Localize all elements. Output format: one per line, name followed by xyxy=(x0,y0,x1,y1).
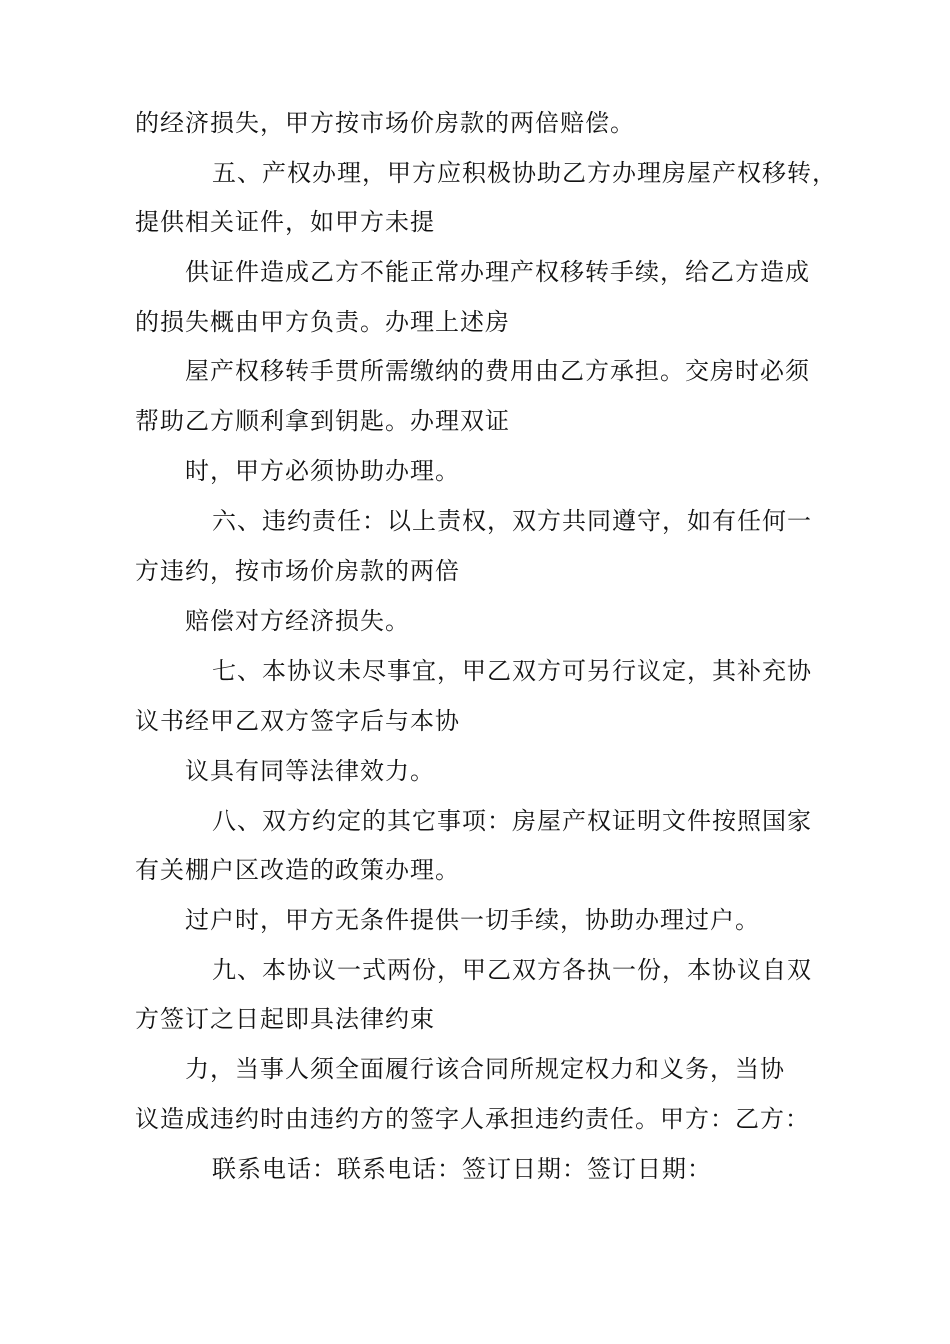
clause-seven-heading-line: 七、本协议未尽事宜，甲乙双方可另行议定，其补充协 xyxy=(212,657,812,685)
text-line: 有关棚户区改造的政策办理。 xyxy=(135,856,460,884)
text-line: 供证件造成乙方不能正常办理产权移转手续，给乙方造成 xyxy=(185,258,810,286)
text-line: 赔偿对方经济损失。 xyxy=(185,607,410,635)
text-line: 力，当事人须全面履行该合同所规定权力和义务，当协 xyxy=(185,1055,785,1083)
text-line: 方违约，按市场价房款的两倍 xyxy=(135,557,460,585)
clause-eight-heading-line: 八、双方约定的其它事项：房屋产权证明文件按照国家 xyxy=(212,807,812,835)
text-line: 的损失概由甲方负责。办理上述房 xyxy=(135,308,510,336)
clause-nine-heading-line: 九、本协议一式两份，甲乙双方各执一份，本协议自双 xyxy=(212,956,812,984)
text-line: 议书经甲乙双方签字后与本协 xyxy=(135,707,460,735)
clause-five-heading-line: 五、产权办理，甲方应积极协助乙方办理房屋产权移转， xyxy=(212,159,837,187)
contact-date-line: 联系电话：联系电话：签订日期：签订日期： xyxy=(212,1155,712,1183)
text-line: 议具有同等法律效力。 xyxy=(185,757,435,785)
text-line: 提供相关证件，如甲方未提 xyxy=(135,208,435,236)
text-line: 屋产权移转手贯所需缴纳的费用由乙方承担。交房时必须 xyxy=(185,357,810,385)
text-line: 方签订之日起即具法律约束 xyxy=(135,1005,435,1033)
text-line: 过户时，甲方无条件提供一切手续，协助办理过户。 xyxy=(185,906,760,934)
text-line: 帮助乙方顺利拿到钥匙。办理双证 xyxy=(135,407,510,435)
text-line: 时，甲方必须协助办理。 xyxy=(185,457,460,485)
clause-six-heading-line: 六、违约责任：以上责权，双方共同遵守，如有任何一 xyxy=(212,507,812,535)
signature-parties-line: 议造成违约时由违约方的签字人承担违约责任。甲方：乙方： xyxy=(135,1105,810,1133)
text-line: 的经济损失，甲方按市场价房款的两倍赔偿。 xyxy=(135,109,635,137)
